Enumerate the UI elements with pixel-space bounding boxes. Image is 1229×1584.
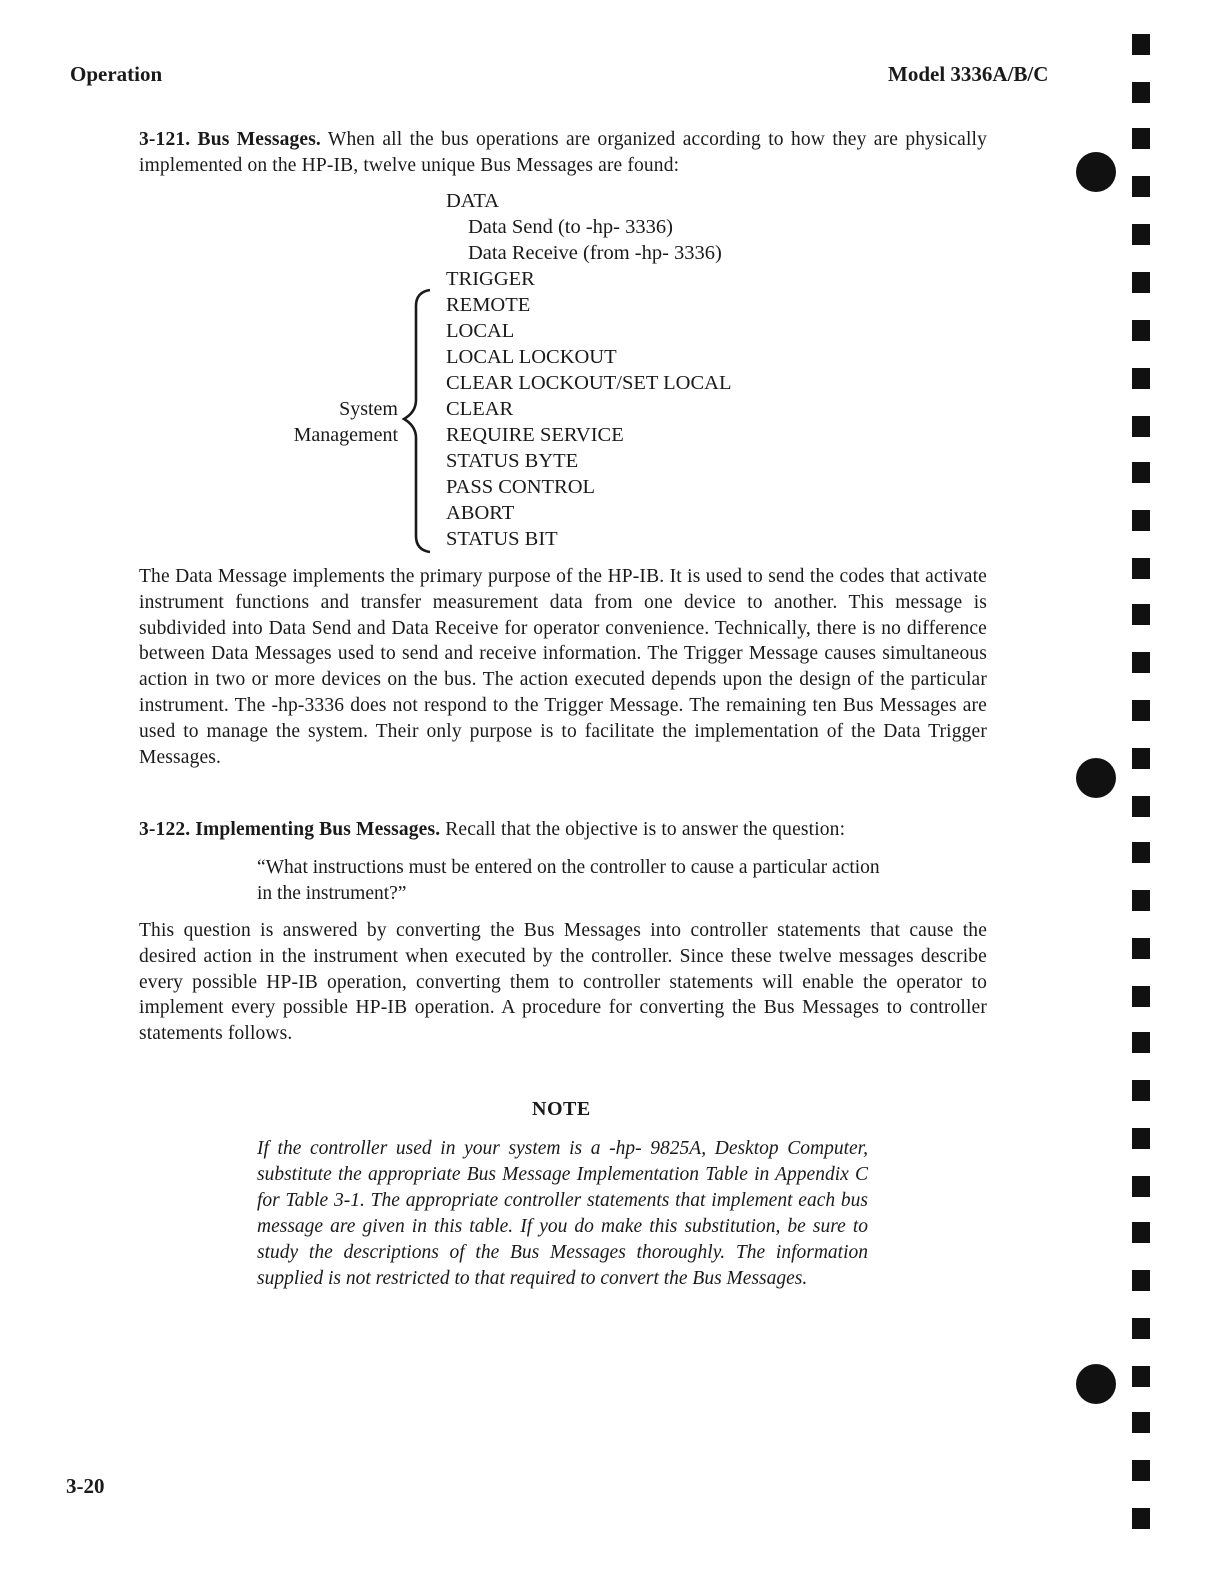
binder-hole-icon — [1076, 152, 1116, 192]
quoted-question: “What instructions must be entered on the controller to cause a particular action in the instrument?” — [257, 857, 880, 904]
paragraph-3-122-text: Recall that the objective is to answer the question: — [440, 819, 846, 840]
system-management-line1: System — [339, 398, 398, 420]
bus-message-list — [446, 188, 731, 552]
paragraph-3-121 — [139, 127, 987, 179]
message-trigger: TRIGGER — [446, 268, 535, 290]
binder-tab-marks — [1132, 34, 1150, 1529]
system-management-label — [258, 396, 398, 448]
paragraph-conversion: This question is answered by converting the Bus Messages into controller statements that cause the desired action in the instrument when executed by the controller. Since these twelve messages describe every possible HP-IB operation, converting them to controller statements will enable the operator to implement every possible HP-IB operation. A procedure for converting the Bus Messages to controller statements follows. — [139, 920, 987, 1045]
curly-brace-icon — [396, 288, 436, 554]
paragraph-data-message: The Data Message implements the primary purpose of the HP-IB. It is used to send the codes that activate instrument functions and transfer measurement data from one device to another. This message is subdivided into Data Send and Data Receive for operator convenience. Technically, there is no difference between Data Messages used to send and receive information. The Trigger Message causes simultaneous action in two or more devices on the bus. The action executed depends upon the design of the particular instrument. The -hp-3336 does not respond to the Trigger Message. The remaining ten Bus Messages are used to manage the system. Their only purpose is to facilitate the implementation of the Data Trigger Messages. — [139, 566, 987, 768]
paragraph-3-121-label: 3-121. Bus Messages. — [139, 129, 321, 150]
binder-hole-icon — [1076, 1364, 1116, 1404]
binder-hole-icon — [1076, 758, 1116, 798]
note-title: NOTE — [532, 1098, 591, 1120]
message-status-byte: STATUS BYTE — [446, 450, 579, 472]
note-body: If the controller used in your system is a -hp- 9825A, Desktop Computer, substitute the appropriate Bus Message Implementation Table in Appendix C for Table 3-1. The appropriate controller statements that implement each bus message are given in this table. If you do make this substitution, be sure to study the descriptions of the Bus Messages thoroughly. The information supplied is not restricted to that required to convert the Bus Messages. — [257, 1138, 868, 1289]
message-clear-lockout: CLEAR LOCKOUT/SET LOCAL — [446, 372, 732, 394]
message-pass-control: PASS CONTROL — [446, 476, 596, 498]
message-abort: ABORT — [446, 502, 515, 524]
message-remote: REMOTE — [446, 294, 531, 316]
paragraph-3-122 — [139, 817, 987, 843]
message-local-lockout: LOCAL LOCKOUT — [446, 346, 617, 368]
message-data-send: Data Send (to -hp- 3336) — [468, 216, 673, 238]
message-status-bit: STATUS BIT — [446, 528, 558, 550]
message-require-service: REQUIRE SERVICE — [446, 424, 624, 446]
header-model-number: Model 3336A/B/C — [888, 62, 1049, 86]
paragraph-3-122-label: 3-122. Implementing Bus Messages. — [139, 819, 441, 840]
message-data: DATA — [446, 190, 500, 212]
binder-edge — [1076, 0, 1156, 1584]
system-management-line2: Management — [293, 424, 398, 446]
message-local: LOCAL — [446, 320, 515, 342]
page-number: 3-20 — [66, 1474, 105, 1498]
message-data-receive: Data Receive (from -hp- 3336) — [468, 242, 722, 264]
paragraph-3-121-text: When all the bus operations are organized according to how they are physically implemented on the HP-IB, twelve unique Bus Messages are found: — [139, 129, 987, 176]
header-section-title: Operation — [70, 62, 163, 86]
message-clear: CLEAR — [446, 398, 514, 420]
